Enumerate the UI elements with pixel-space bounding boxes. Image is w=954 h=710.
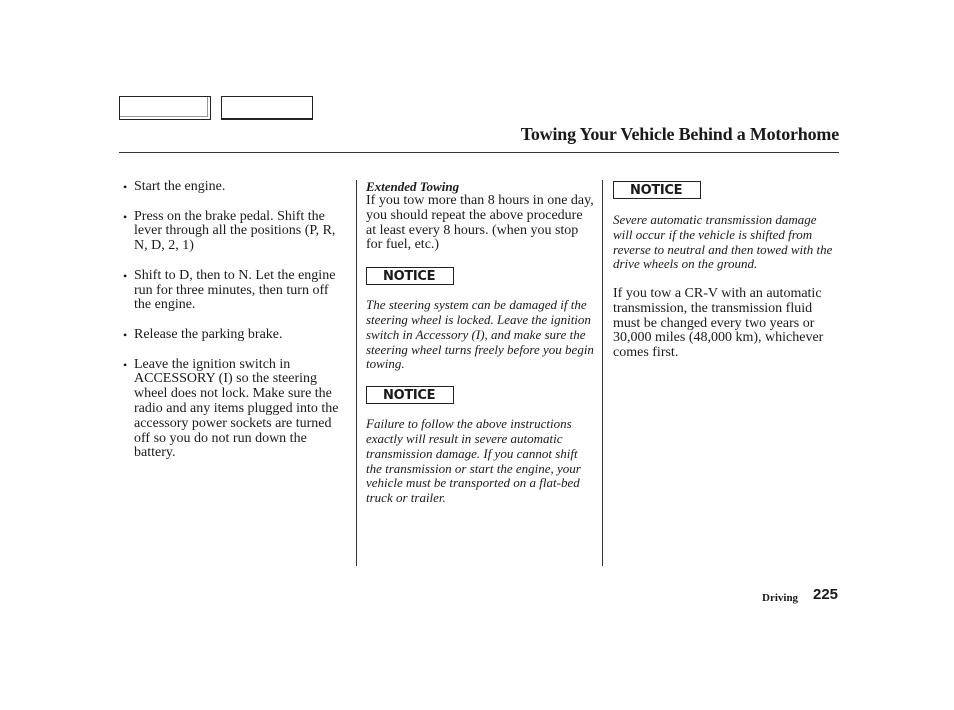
- list-item: [123, 328, 347, 343]
- list-item-text: Start the engine.: [134, 179, 226, 194]
- nav-tab-previous[interactable]: [119, 96, 211, 120]
- bullet-icon: •: [123, 357, 128, 372]
- notice-label: NOTICE: [366, 386, 454, 404]
- bullet-icon: •: [123, 268, 128, 283]
- bullet-icon: •: [123, 209, 128, 224]
- list-item: [123, 358, 347, 462]
- notice-label: NOTICE: [366, 267, 454, 285]
- list-item-text: Release the parking brake.: [134, 326, 283, 342]
- column-3: [613, 180, 839, 361]
- body-paragraph: If you tow a CR-V with an automatic transmission, the transmission fluid must be changed every two years or 30,000 miles (48,000 km), whichever comes first.: [613, 285, 824, 361]
- list-item: [123, 180, 347, 195]
- list-item-text: Press on the brake pedal. Shift the lever through all the positions (P, R, N, D, 2, 1): [134, 208, 336, 254]
- notice-text: The steering system can be damaged if the steering wheel is locked. Leave the ignition switch in Accessory (I), and make sure the steering wheel turns freely before you begin towing.: [366, 297, 594, 372]
- list-item-text: Leave the ignition switch in ACCESSORY (I) so the steering wheel does not lock. Make sure the radio and any items plugged into the accessory power sockets are turned off so you do not run down the battery.: [134, 356, 339, 461]
- column-1: [123, 180, 347, 476]
- page-title: Towing Your Vehicle Behind a Motorhome: [520, 124, 839, 144]
- list-item: [123, 210, 347, 254]
- column-divider: [602, 180, 603, 566]
- list-item-text: Shift to D, then to N. Let the engine run for three minutes, then turn off the engine.: [134, 267, 336, 313]
- notice-label: NOTICE: [613, 181, 701, 199]
- notice-text: Severe automatic transmission damage will occur if the vehicle is shifted from reverse to neutral and then towed with the drive wheels on the ground.: [613, 212, 833, 272]
- list-item: [123, 269, 347, 313]
- notice-text: Failure to follow the above instructions exactly will result in severe automatic transmission damage. If you cannot shift the transmission or start the engine, your vehicle must be transported on a flat-bed truck or trailer.: [366, 416, 581, 506]
- column-2: [366, 180, 594, 506]
- page-number: 225: [813, 586, 839, 603]
- footer-section-name: Driving: [762, 592, 799, 604]
- title-divider: [119, 152, 839, 153]
- nav-tab-next[interactable]: [221, 96, 313, 120]
- section-subheading: Extended Towing: [366, 179, 460, 194]
- column-divider: [356, 180, 357, 566]
- body-paragraph: If you tow more than 8 hours in one day, you should repeat the above procedure at least every 8 hours. (when you stop for fuel, etc.): [366, 193, 594, 253]
- bullet-icon: •: [123, 180, 128, 194]
- bullet-icon: •: [123, 327, 128, 342]
